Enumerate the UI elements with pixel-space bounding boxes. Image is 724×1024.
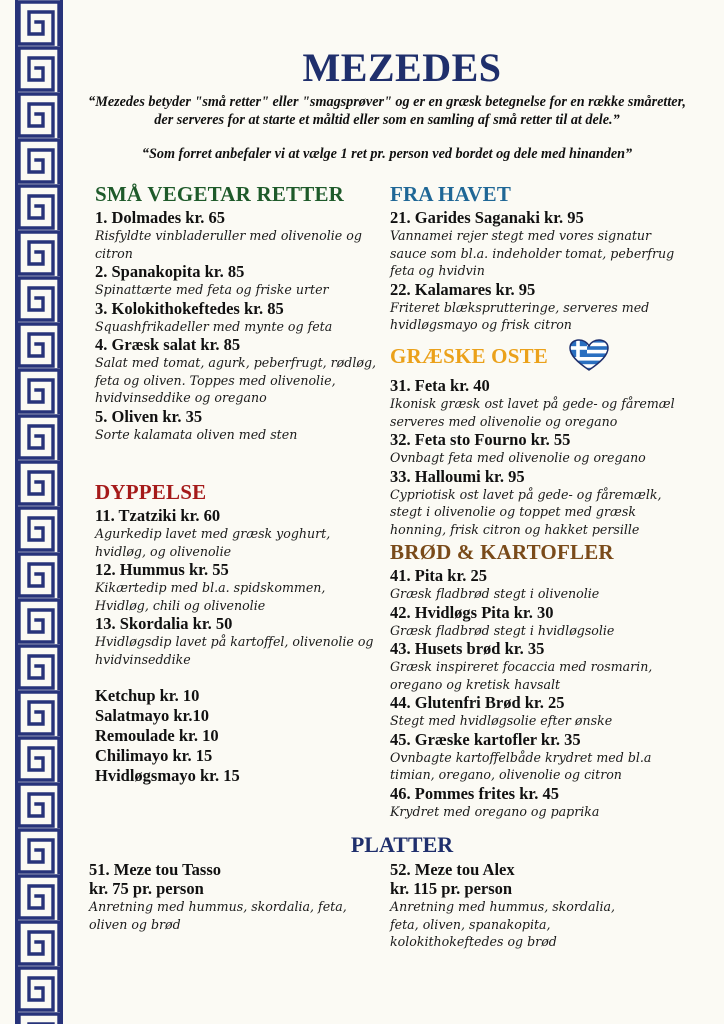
item-desc: Anretning med hummus, skordalia, feta, oliven og brød bbox=[89, 899, 347, 932]
intro-quote-1: “Mezedes betyder "små retter" eller "smagsprøver" og er en græsk betegnelse for en række småretter, der serveres for at starte et måltid eller som en samling af små retter til at dele.” bbox=[88, 94, 686, 128]
menu-item bbox=[95, 208, 380, 262]
item-name: 52. Meze tou Alex bbox=[390, 860, 515, 879]
menu-item bbox=[95, 506, 380, 560]
menu-item bbox=[95, 335, 380, 407]
item-desc: Ovnbagte kartoffelbåde krydret med bl.a timian, oregano, olivenolie og citron bbox=[390, 749, 652, 782]
item-name: 21. Garides Saganaki kr. 95 bbox=[390, 208, 584, 227]
menu-item bbox=[390, 280, 690, 334]
section-title-dyppelse: DYPPELSE bbox=[95, 480, 207, 504]
item-name: 2. Spanakopita kr. 85 bbox=[95, 262, 245, 281]
section-title-havet: FRA HAVET bbox=[390, 182, 512, 206]
section-havet bbox=[390, 182, 690, 334]
item-name: 5. Oliven kr. 35 bbox=[95, 406, 203, 426]
item-desc: Agurkedip lavet med græsk yoghurt, hvidløg, og olivenolie bbox=[95, 526, 331, 559]
menu-item bbox=[95, 614, 380, 668]
item-name: 4. Græsk salat kr. 85 bbox=[95, 335, 241, 354]
platter-item-alex bbox=[390, 860, 630, 951]
page-title: MEZEDES bbox=[302, 45, 502, 90]
item-name: 3. Kolokithokeftedes kr. 85 bbox=[95, 298, 284, 318]
menu-item bbox=[95, 407, 380, 444]
section-dyppelse bbox=[95, 480, 380, 786]
item-name: 33. Halloumi kr. 95 bbox=[390, 466, 525, 486]
menu-item bbox=[390, 430, 690, 467]
menu-item bbox=[95, 262, 380, 299]
item-desc: Squashfrikadeller med mynte og feta bbox=[95, 318, 333, 334]
item-desc: Ovnbagt feta med olivenolie og oregano bbox=[390, 450, 646, 465]
item-desc: Krydret med oregano og paprika bbox=[390, 803, 600, 819]
item-name: 46. Pommes frites kr. 45 bbox=[390, 783, 559, 803]
platter-item-tasso bbox=[89, 860, 374, 933]
section-title-oste bbox=[390, 342, 690, 374]
item-name: 22. Kalamares kr. 95 bbox=[390, 279, 536, 299]
section-vegetar bbox=[95, 182, 380, 443]
item-name: 11. Tzatziki kr. 60 bbox=[95, 506, 221, 525]
item-desc: Salat med tomat, agurk, peberfrugt, rødløg, feta og oliven. Toppes med olivenolie, hvidvinseddike og oregano bbox=[95, 355, 377, 405]
extra-item: Ketchup kr. 10 bbox=[95, 686, 200, 705]
item-desc: Risfyldte vinbladeruller med olivenolie og citron bbox=[95, 228, 362, 261]
extra-item: Salatmayo kr.10 bbox=[95, 706, 209, 725]
menu-item bbox=[390, 208, 690, 280]
item-desc: Vannamei rejer stegt med vores signatur sauce som bl.a. indeholder tomat, peberfrug feta og hvidvin bbox=[390, 228, 675, 278]
item-name: 44. Glutenfri Brød kr. 25 bbox=[390, 693, 565, 712]
greek-key-border bbox=[14, 0, 64, 1024]
item-price: kr. 115 pr. person bbox=[390, 879, 513, 898]
item-name: 45. Græske kartofler kr. 35 bbox=[390, 729, 581, 749]
item-desc: Anretning med hummus, skordalia, feta, oliven, spanakopita, kolokithokeftedes og brød bbox=[390, 899, 616, 949]
item-name: 1. Dolmades kr. 65 bbox=[95, 208, 226, 227]
menu-item bbox=[390, 730, 690, 784]
item-desc: Sorte kalamata oliven med sten bbox=[95, 426, 298, 442]
menu-item bbox=[95, 299, 380, 336]
extra-item: Remoulade kr. 10 bbox=[95, 726, 219, 745]
item-desc: Stegt med hvidløgsolie efter ønske bbox=[390, 713, 613, 728]
item-name: 32. Feta sto Fourno kr. 55 bbox=[390, 430, 571, 449]
section-title-platter: PLATTER bbox=[350, 832, 454, 857]
menu-item bbox=[390, 603, 690, 640]
menu-item bbox=[390, 467, 690, 539]
item-name: 51. Meze tou Tasso bbox=[89, 860, 221, 879]
menu-item bbox=[390, 639, 690, 693]
menu-item bbox=[95, 560, 380, 614]
section-title-oste-text: GRÆSKE OSTE bbox=[390, 343, 548, 368]
item-desc: Græsk fladbrød stegt i olivenolie bbox=[390, 586, 600, 601]
menu-item bbox=[390, 566, 690, 603]
menu-item bbox=[390, 376, 690, 430]
item-name: 31. Feta kr. 40 bbox=[390, 376, 490, 395]
item-desc: Spinattærte med feta og friske urter bbox=[95, 282, 329, 297]
item-desc: Ikonisk græsk ost lavet på gede- og fåremæl serveres med olivenolie og oregano bbox=[390, 396, 675, 429]
item-desc: Kikærtedip med bl.a. spidskommen, Hvidløg, chili og olivenolie bbox=[95, 580, 326, 613]
extra-item: Chilimayo kr. 15 bbox=[95, 746, 213, 765]
item-desc: Friteret blæksprutteringe, serveres med hvidløgsmayo og frisk citron bbox=[390, 299, 650, 332]
greek-flag-heart-icon bbox=[569, 339, 609, 371]
item-price: kr. 75 pr. person bbox=[89, 879, 204, 898]
item-name: 41. Pita kr. 25 bbox=[390, 566, 488, 585]
intro-quote-2: “Som forret anbefaler vi at vælge 1 ret pr. person ved bordet og dele med hinanden” bbox=[141, 146, 633, 162]
item-name: 12. Hummus kr. 55 bbox=[95, 560, 229, 579]
item-name: 42. Hvidløgs Pita kr. 30 bbox=[390, 602, 554, 622]
item-name: 13. Skordalia kr. 50 bbox=[95, 614, 233, 633]
menu-item bbox=[390, 693, 690, 730]
item-desc: Cypriotisk ost lavet på gede- og fåremælk, stegt i olivenolie og toppet med græsk honning, frisk citron og hakket persille bbox=[390, 486, 662, 537]
extra-item: Hvidløgsmayo kr. 15 bbox=[95, 766, 240, 785]
item-name: 43. Husets brød kr. 35 bbox=[390, 639, 545, 658]
section-title-brod: BRØD & KARTOFLER bbox=[390, 540, 614, 564]
section-title-vegetar: SMÅ VEGETAR RETTER bbox=[95, 182, 345, 206]
item-desc: Græsk inspireret focaccia med rosmarin, oregano og kretisk havsalt bbox=[390, 659, 653, 692]
menu-item bbox=[390, 784, 690, 821]
section-brod bbox=[390, 540, 690, 820]
item-desc: Græsk fladbrød stegt i hvidløgsolie bbox=[390, 622, 615, 638]
item-desc: Hvidløgsdip lavet på kartoffel, olivenolie og hvidvinseddike bbox=[95, 634, 374, 667]
section-oste bbox=[390, 342, 690, 538]
